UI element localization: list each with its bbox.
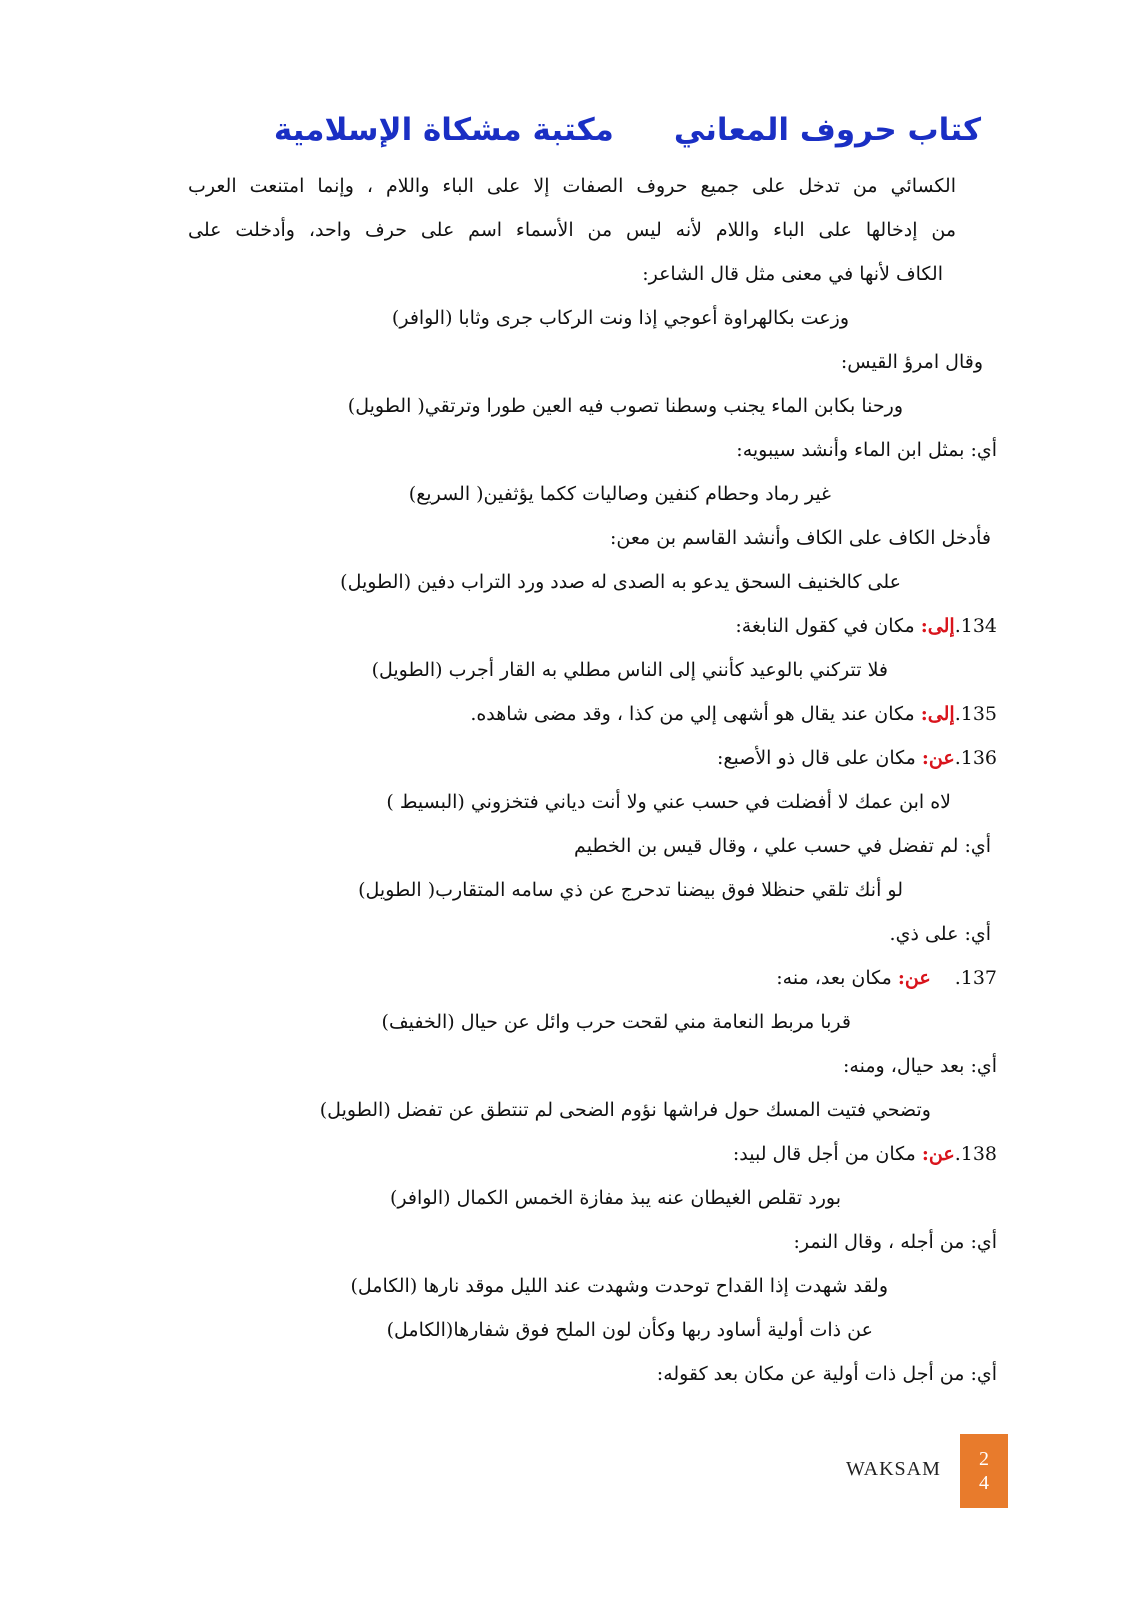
entry-138: 138.عن: مكان من أجل قال لبيد: [732,1143,997,1165]
entry-135: 135.إلى: مكان عند يقال هو أشهى إلي من كذا ، وقد مضى شاهده. [470,703,997,725]
entry-keyword: عن: [897,967,931,989]
entry-136: 136.عن: مكان على قال ذو الأصبع: [716,747,997,769]
text-line: فأدخل الكاف على الكاف وأنشد القاسم بن معن: [610,527,991,549]
text-line: من إدخالها على الباء واللام لأنه ليس من الأسماء اسم على حرف واحد، وأدخلت على [188,219,956,241]
entry-number: 137. [954,967,997,989]
verse-line: ورحنا بكابن الماء يجنب وسطنا تصوب فيه العين طورا وترتقي( الطويل) [347,395,903,417]
verse-line: ولقد شهدت إذا القداح توحدت وشهدت عند الليل موقد نارها (الكامل) [350,1275,888,1297]
text-line: أي: على ذي. [889,923,991,945]
page-header [274,112,981,148]
page-number-digit: 2 [979,1448,989,1470]
entry-number: 134. [954,615,997,637]
text-line: الكسائي من تدخل على جميع حروف الصفات إلا على الباء واللام ، وإنما امتنعت العرب [188,175,956,197]
entry-keyword: عن: [921,1143,955,1165]
text-line: وقال امرؤ القيس: [840,351,983,373]
verse-line: لو أنك تلقي حنظلا فوق بيضنا تدحرج عن ذي سامه المتقارب( الطويل) [358,879,903,901]
entry-137: 137.عن: مكان بعد، منه: [776,967,997,989]
entry-134: 134.إلى: مكان في كقول النابغة: [735,615,997,637]
verse-line: فلا تتركني بالوعيد كأنني إلى الناس مطلي به القار أجرب (الطويل) [371,659,888,681]
book-title: كتاب حروف المعاني [673,112,981,148]
text-line: أي: لم تفضل في حسب علي ، وقال قيس بن الخطيم [574,835,991,857]
text-line: أي: بعد حيال، ومنه: [843,1055,997,1077]
entry-keyword: إلى: [920,703,955,725]
verse-line: وزعت بكالهراوة أعوجي إذا ونت الركاب جرى وثابا (الوافر) [391,307,849,329]
library-name: مكتبة مشكاة الإسلامية [273,112,614,148]
entry-number: 135. [954,703,997,725]
entry-keyword: عن: [921,747,955,769]
text-line: أي: من أجله ، وقال النمر: [793,1231,997,1253]
verse-line: قربا مربط النعامة مني لقحت حرب وائل عن حيال (الخفيف) [381,1011,851,1033]
entry-number: 138. [954,1143,997,1165]
entry-keyword: إلى: [920,615,955,637]
text-line: أي: من أجل ذات أولية عن مكان بعد كقوله: [656,1363,997,1385]
verse-line: لاه ابن عمك لا أفضلت في حسب عني ولا أنت دياني فتخزوني (البسيط ) [386,791,951,813]
verse-line: عن ذات أولية أساود ربها وكأن لون الملح فوق شفارها(الكامل) [386,1319,873,1341]
verse-line: غير رماد وحطام كنفين وصاليات ككما يؤثفين( السريع) [408,483,831,505]
verse-line: بورد تقلص الغيطان عنه يبذ مفازة الخمس الكمال (الوافر) [389,1187,841,1209]
verse-line: على كالخنيف السحق يدعو به الصدى له صدد ورد التراب دفين (الطويل) [340,571,901,593]
verse-line: وتضحي فتيت المسك حول فراشها نؤوم الضحى لم تنتطق عن تفضل (الطويل) [319,1099,931,1121]
text-line: الكاف لأنها في معنى مثل قال الشاعر: [642,263,943,285]
page-number-badge [960,1434,1008,1508]
publisher-name: WAKSAM [846,1458,941,1480]
text-line: أي: بمثل ابن الماء وأنشد سيبويه: [736,439,997,461]
page-number-digit: 4 [979,1472,989,1494]
entry-number: 136. [954,747,997,769]
